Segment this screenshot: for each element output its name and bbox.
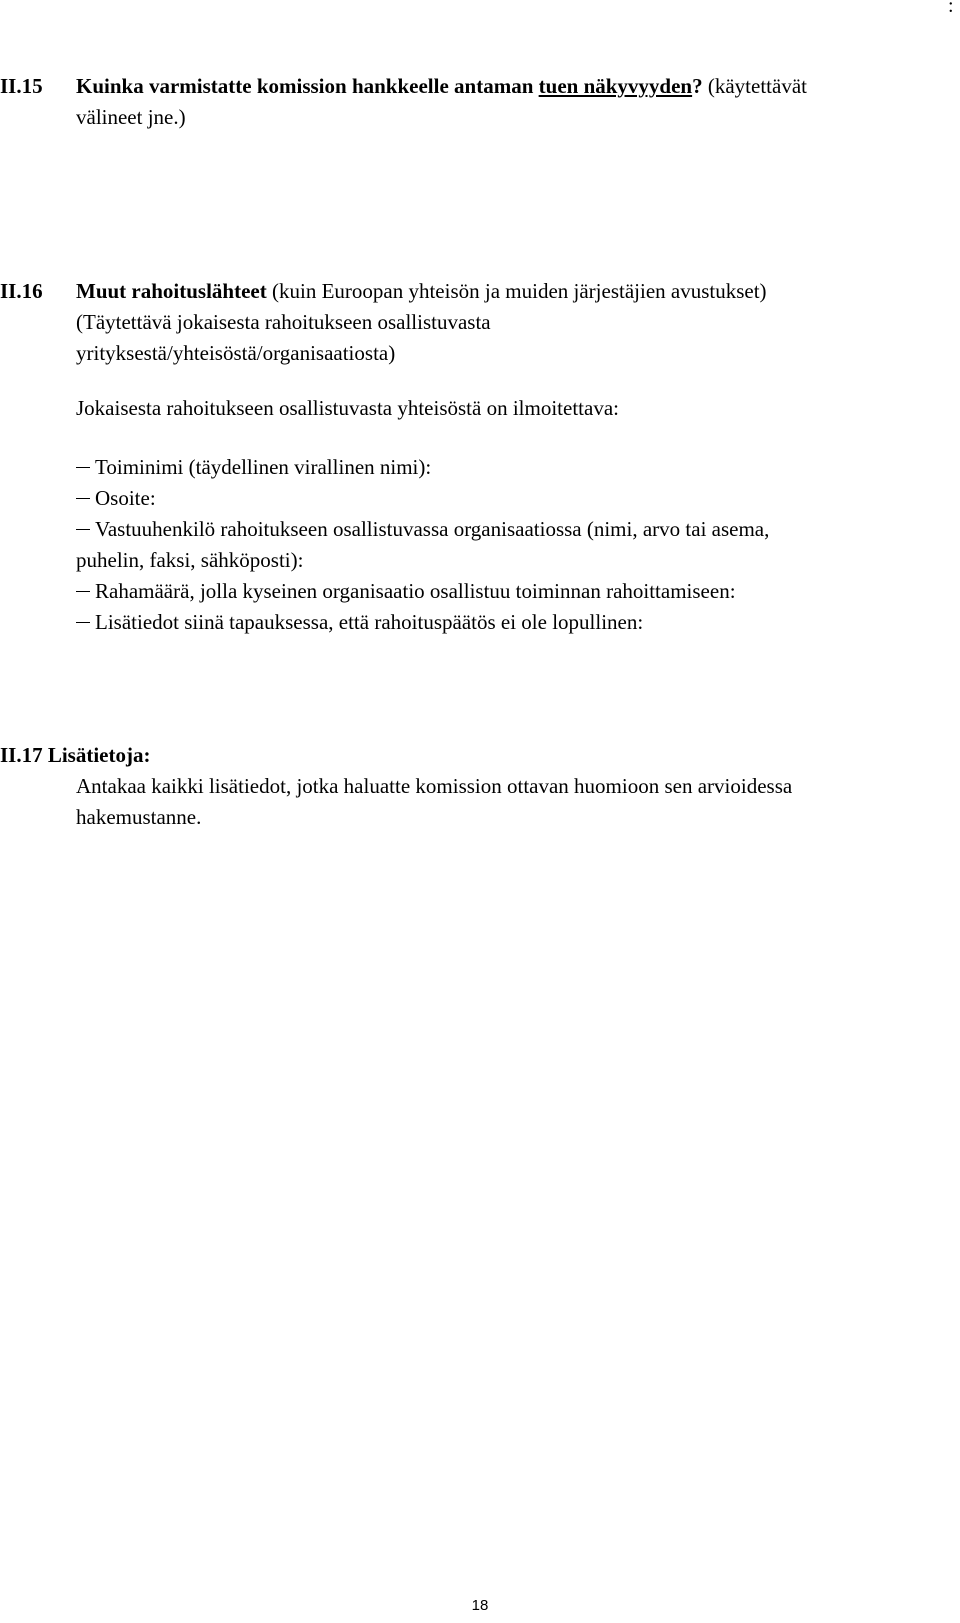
section-2-17-text: [76, 771, 956, 833]
question-note: (käytettävät: [702, 74, 807, 98]
section-number-2-15: II.15: [0, 74, 43, 98]
section-2-16-instruction-line1: (Täytettävä jokaisesta rahoitukseen osallistuvasta: [76, 310, 491, 334]
section-2-16-title: Muut rahoituslähteet: [76, 279, 267, 303]
question-text: Kuinka varmistatte komission hankkeelle antaman: [76, 74, 539, 98]
section-2-17-text-line2: hakemustanne.: [76, 805, 202, 829]
dash-bullet: [76, 498, 90, 499]
corner-mark: :: [948, 0, 954, 17]
list-item-continuation: puhelin, faksi, sähköposti):: [76, 548, 304, 572]
page-number: 18: [471, 1597, 489, 1614]
section-2-16-instruction-line2: yrityksestä/yhteisöstä/organisaatiosta): [76, 341, 396, 365]
section-2-16-intro: Jokaisesta rahoitukseen osallistuvasta yhteisöstä on ilmoitettava:: [76, 396, 619, 420]
dash-bullet: [76, 591, 90, 592]
list-item-text: Lisätiedot siinä tapauksessa, että rahoituspäätös ei ole lopullinen:: [95, 610, 644, 634]
list-item: [76, 483, 956, 514]
section-2-17-text-line1: Antakaa kaikki lisätiedot, jotka haluatte komission ottavan huomioon sen arvioidessa: [76, 774, 793, 798]
section-2-16: [76, 276, 956, 369]
list-item: [76, 452, 956, 483]
dash-bullet: [76, 622, 90, 623]
section-2-17-heading: II.17 Lisätietoja:: [0, 743, 151, 767]
dash-bullet: [76, 529, 90, 530]
list-item: [76, 576, 956, 607]
list-item-text: Vastuuhenkilö rahoitukseen osallistuvassa organisaatiossa (nimi, arvo tai asema,: [95, 517, 770, 541]
list-item-text: Rahamäärä, jolla kyseinen organisaatio osallistuu toiminnan rahoittamiseen:: [95, 579, 736, 603]
section-2-16-title-note: (kuin Euroopan yhteisön ja muiden järjestäjien avustukset): [266, 279, 767, 303]
question-mark: ?: [692, 74, 703, 98]
dash-bullet: [76, 467, 90, 468]
list-item: [76, 607, 956, 638]
section-2-15-question: [76, 71, 956, 133]
list-item: [76, 514, 956, 545]
section-2-16-list: [76, 452, 956, 638]
list-item-text: Osoite:: [95, 486, 156, 510]
section-number-2-16: II.16: [0, 279, 43, 303]
question-underlined-text: tuen näkyvyyden: [538, 74, 693, 98]
list-item-text: Toiminimi (täydellinen virallinen nimi):: [95, 455, 432, 479]
question-note-continuation: välineet jne.): [76, 105, 186, 129]
